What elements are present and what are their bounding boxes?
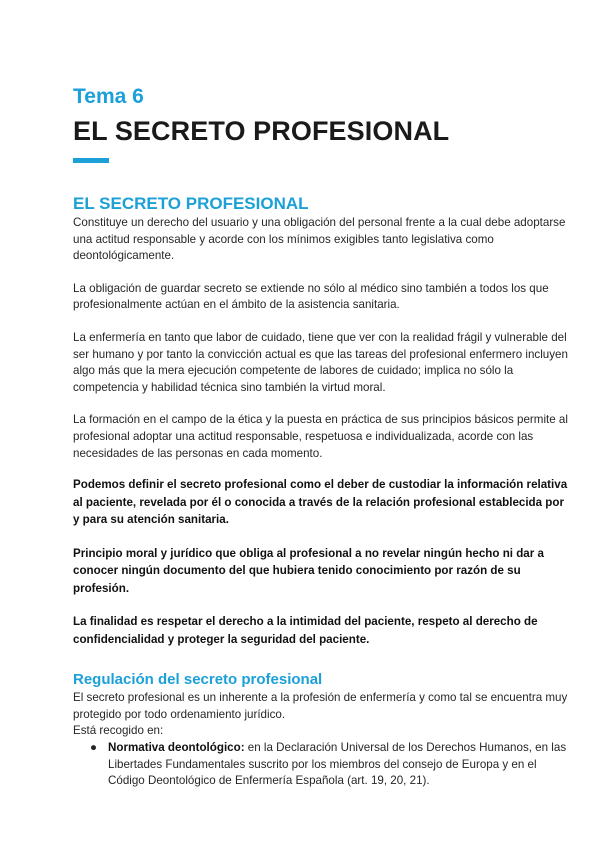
list-item-lead: Normativa deontológico: [108, 740, 245, 754]
topic-number: Tema 6 [73, 85, 144, 108]
purpose-paragraph: La finalidad es respetar el derecho a la intimidad del paciente, respeto al derecho de confidencialidad y proteger la seguridad del paciente. [73, 615, 538, 646]
document-page [73, 84, 573, 790]
paragraph-1: Constituye un derecho del usuario y una obligación del personal frente a la cual debe adoptarse una actitud responsable y acorde con los mínimos exigibles tanto legislativa como deontológicamente. [73, 216, 566, 263]
regulation-intro-2: Está recogido en: [73, 724, 164, 738]
paragraph-2: La obligación de guardar secreto se extiende no sólo al médico sino también a todos los que profesionalmente actúan en el ámbito de la asistencia sanitaria. [73, 281, 549, 312]
title-underline [73, 158, 109, 163]
definition-paragraph: Podemos definir el secreto profesional como el deber de custodiar la información relativa al paciente, revelada por él o conocida a través de la relación profesional establecida por y para su atención sanitaria. [73, 478, 568, 527]
bullet-icon: ● [90, 740, 98, 754]
regulation-intro: El secreto profesional es un inherente a la profesión de enfermería y como tal se encuentra muy protegido por todo ordenamiento jurídico. [73, 691, 568, 721]
regulation-heading: Regulación del secreto profesional [73, 671, 323, 689]
list-item-text: en la Declaración Universal de los Derechos Humanos, en las Libertades Fundamentales suscrito por los miembros del consejo de Europa y en el Código Deontológico de Enfermería Española (art. 19, 20, 21). [108, 740, 567, 788]
page-title: EL SECRETO PROFESIONAL [73, 116, 450, 146]
list-item [73, 740, 573, 790]
section-heading: EL SECRETO PROFESIONAL [73, 194, 309, 213]
regulation-list [73, 740, 573, 790]
paragraph-4: La formación en el campo de la ética y la puesta en práctica de sus principios básicos permite al profesional adoptar una actitud responsable, respetuosa e individualizada, acorde con las necesidades de las personas en cada momento. [73, 413, 568, 460]
paragraph-3: La enfermería en tanto que labor de cuidado, tiene que ver con la realidad frágil y vulnerable del ser humano y por tanto la convicción actual es que las tareas del profesional enfermero incluyen algo más que la mera ejecución competente de labores de cuidado; implica no sólo la competencia y habilidad técnica sino también la virtud moral. [73, 330, 568, 394]
principle-paragraph: Principio moral y jurídico que obliga al profesional a no revelar ningún hecho ni dar a conocer ningún documento del que hubiera tenido conocimiento por razón de su profesión. [73, 546, 544, 595]
